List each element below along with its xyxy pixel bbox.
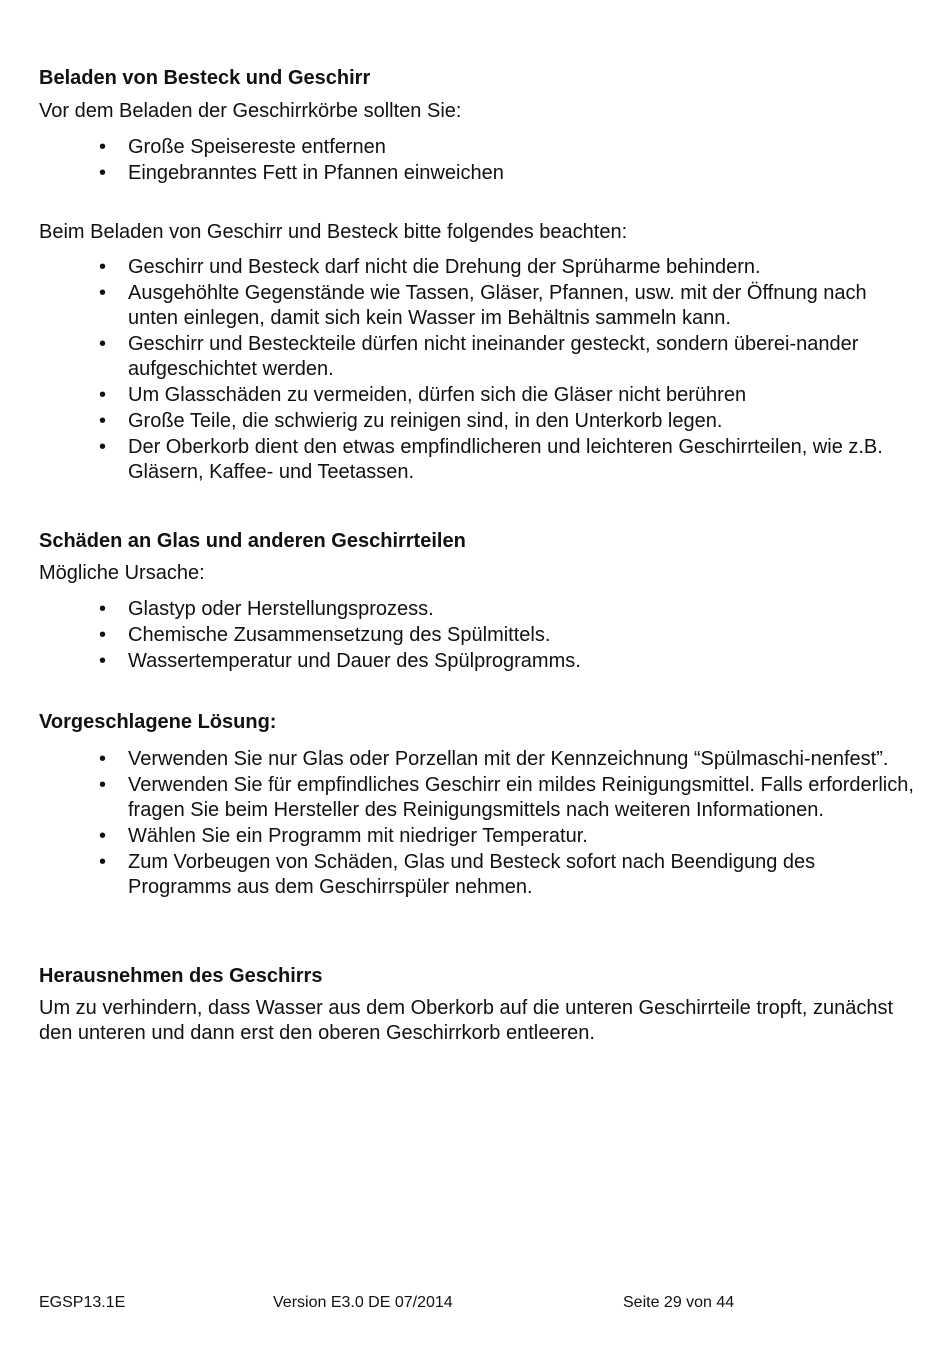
list-item: • Verwenden Sie für empfindliches Geschirr ein mildes Reinigungsmittel. Falls erforderlich, fragen Sie beim Hersteller des Reinigungsmittels nach weiteren Informationen. [39, 773, 919, 823]
list-item: • Der Oberkorb dient den etwas empfindlicheren und leichteren Geschirrteilen, wie z.B. Gläsern, Kaffee- und Teetassen. [39, 435, 919, 485]
list-item: • Zum Vorbeugen von Schäden, Glas und Besteck sofort nach Beendigung des Programms aus dem Geschirrspüler nehmen. [39, 850, 919, 900]
list-item: • Wassertemperatur und Dauer des Spülprogramms. [39, 649, 919, 674]
section-heading-unloading: Herausnehmen des Geschirrs [39, 965, 323, 987]
list-item: • Große Speisereste entfernen [39, 135, 919, 160]
unloading-text: Um zu verhindern, dass Wasser aus dem Oberkorb auf die unteren Geschirrteile tropft, zunächst den unteren und dann erst den oberen Geschirrkorb entleeren. [39, 997, 894, 1044]
section-heading-damage: Schäden an Glas und anderen Geschirrteilen [39, 530, 466, 552]
damage-intro: Mögliche Ursache: [39, 562, 205, 584]
list-item: • Geschirr und Besteck darf nicht die Drehung der Sprüharme behindern. [39, 255, 919, 280]
page-content [39, 64, 919, 1046]
list-item: • Wählen Sie ein Programm mit niedriger Temperatur. [39, 824, 919, 849]
page-footer [0, 1292, 950, 1314]
footer-model: EGSP13.1E [39, 1294, 126, 1311]
footer-page-number: Seite 29 von 44 [623, 1294, 735, 1311]
loading-prep-list [39, 135, 919, 186]
list-item: • Glastyp oder Herstellungsprozess. [39, 597, 919, 622]
damage-cause-list [39, 597, 919, 674]
solution-list [39, 747, 919, 900]
list-item: • Eingebranntes Fett in Pfannen einweichen [39, 161, 919, 186]
list-item: • Geschirr und Besteckteile dürfen nicht ineinander gesteckt, sondern überei-nander aufgeschichtet werden. [39, 332, 919, 382]
list-item: • Chemische Zusammensetzung des Spülmittels. [39, 623, 919, 648]
list-item: • Um Glasschäden zu vermeiden, dürfen sich die Gläser nicht berühren [39, 383, 919, 408]
loading-intro: Vor dem Beladen der Geschirrkörbe sollten Sie: [39, 100, 462, 122]
section-heading-loading: Beladen von Besteck und Geschirr [39, 67, 371, 89]
loading-note-intro: Beim Beladen von Geschirr und Besteck bitte folgendes beachten: [39, 221, 628, 243]
list-item: • Ausgehöhlte Gegenstände wie Tassen, Gläser, Pfannen, usw. mit der Öffnung nach unten einlegen, damit sich kein Wasser im Behältnis sammeln kann. [39, 281, 919, 331]
list-item: • Große Teile, die schwierig zu reinigen sind, in den Unterkorb legen. [39, 409, 919, 434]
list-item: • Verwenden Sie nur Glas oder Porzellan mit der Kennzeichnung “Spülmaschi-nenfest”. [39, 747, 919, 772]
loading-note-list [39, 255, 919, 485]
section-heading-solution: Vorgeschlagene Lösung: [39, 711, 277, 733]
footer-version: Version E3.0 DE 07/2014 [273, 1294, 453, 1311]
